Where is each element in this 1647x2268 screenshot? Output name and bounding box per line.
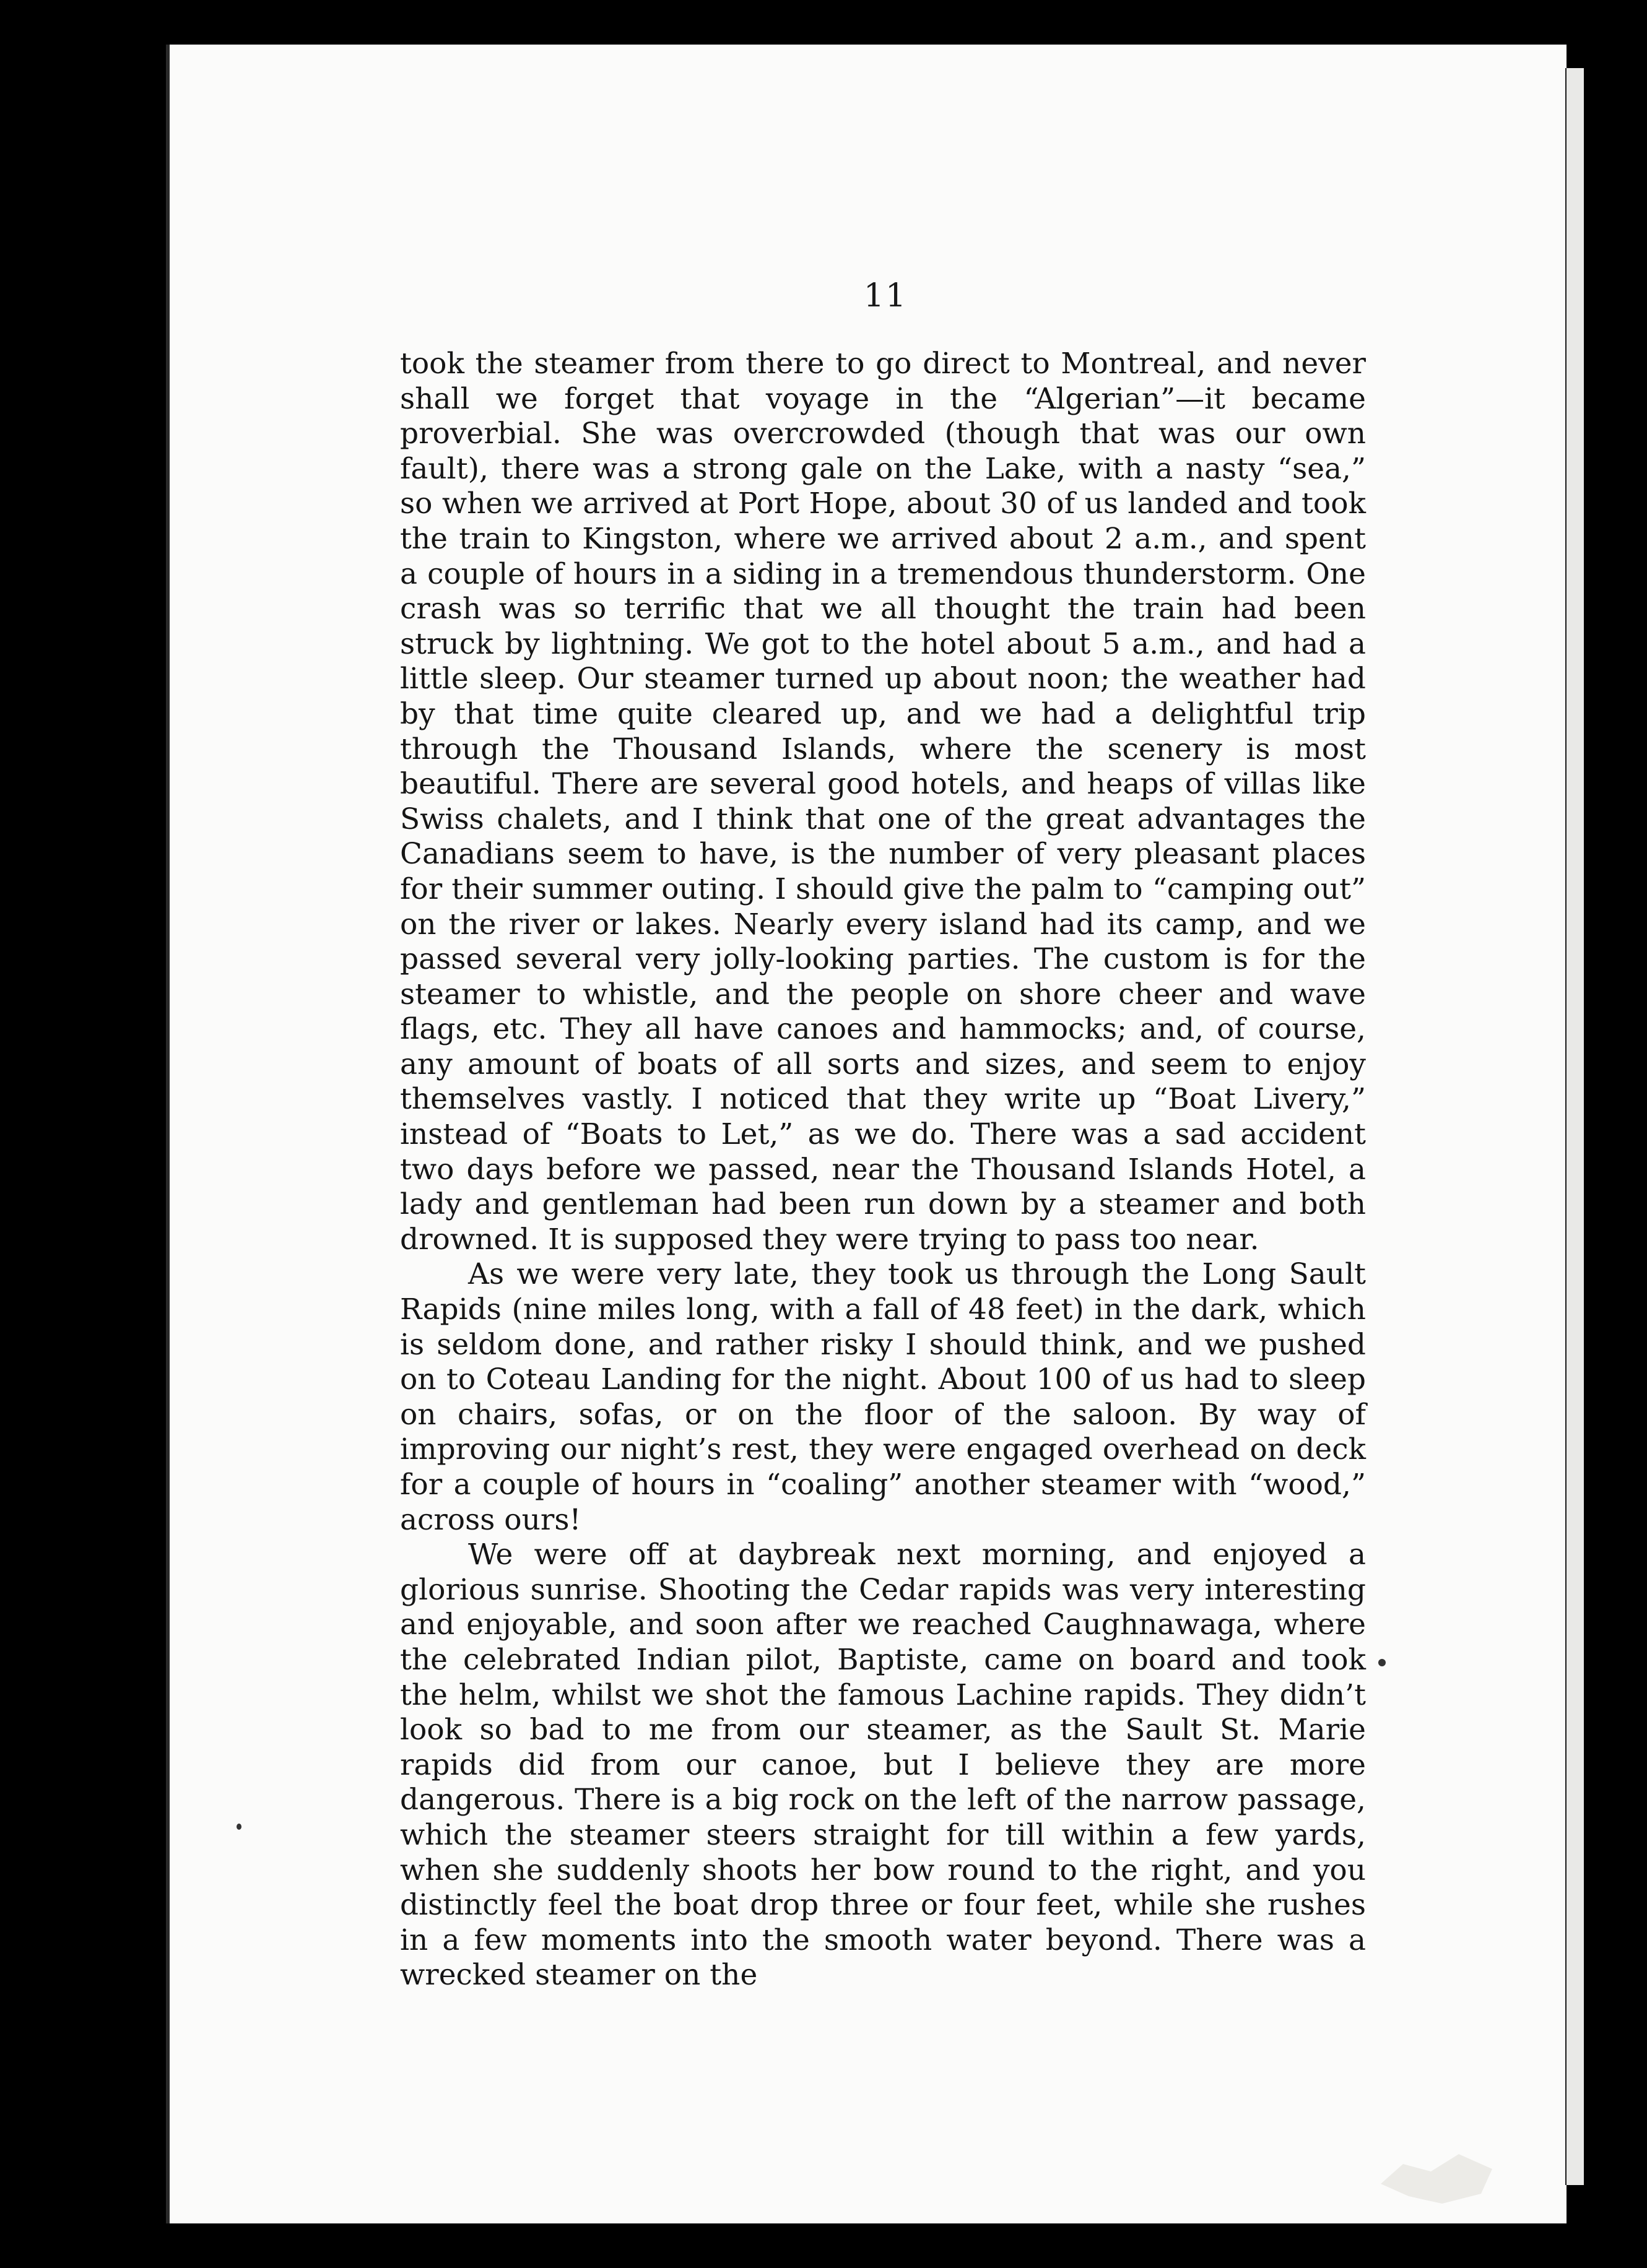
paragraph-2: As we were very late, they took us through the Long Sault Rapids (nine miles long, with a fall of 48 feet) in the dark, which is seldom done, and rather risky I should think, and we pushed on to Coteau Landing for the night. About 100 of us had to sleep on chairs, sofas, or on the floor of the saloon. By way of improving our night’s rest, they were engaged overhead on deck for a couple of hours in “coaling” another steamer with “wood,” across ours! (400, 1257, 1366, 1537)
page-edge (166, 45, 170, 2223)
paragraph-1: took the steamer from there to go direct to Montreal, and never shall we forget that voyage in the “Algerian”—it became proverbial. She was overcrowded (though that was our own fault), there was a strong gale on the Lake, with a nasty “sea,” so when we arrived at Port Hope, about 30 of us landed and took the train to Kingston, where we arrived about 2 a.m., and spent a couple of hours in a siding in a tremendous thunderstorm. One crash was so terrific that we all thought the train had been struck by lightning. We got to the hotel about 5 a.m., and had a little sleep. Our steamer turned up about noon; the weather had by that time quite cleared up, and we had a delightful trip through the Thousand Islands, where the scenery is most beautiful. There are several good hotels, and heaps of villas like Swiss chalets, and I think that one of the great advantages the Canadians seem to have, is the number of very pleasant places for their summer outing. I should give the palm to “camping out” on the river or lakes. Nearly every island had its camp, and we passed several very jolly-looking parties. The custom is for the steamer to whistle, and the people on shore cheer and wave flags, etc. They all have canoes and hammocks; and, of course, any amount of boats of all sorts and sizes, and seem to enjoy themselves vastly. I noticed that they write up “Boat Livery,” instead of “Boats to Let,” as we do. There was a sad accident two days before we passed, near the Thousand Islands Hotel, a lady and gentleman had been run down by a steamer and both drowned. It is supposed they were trying to pass too near. (400, 347, 1366, 1257)
page-number: 11 (863, 277, 908, 314)
paragraph-3: We were off at daybreak next morning, and enjoyed a glorious sunrise. Shooting the Cedar rapids was very interesting and enjoyable, and soon after we reached Caughnawaga, where the celebrated Indian pilot, Baptiste, came on board and took the helm, whilst we shot the famous Lachine rapids. They didn’t look so bad to me from our steamer, as the Sault St. Marie rapids did from our canoe, but I believe they are more dangerous. There is a big rock on the left of the narrow passage, which the steamer steers straight for till within a few yards, when she suddenly shoots her bow round to the right, and you distinctly feel the boat drop three or four feet, while she rushes in a few moments into the smooth water beyond. There was a wrecked steamer on the (400, 1538, 1366, 1993)
body-text (400, 347, 1366, 1993)
scan-speck (237, 1824, 241, 1830)
scan-speck (1378, 1659, 1386, 1666)
page-fold-strip (1567, 68, 1584, 2185)
